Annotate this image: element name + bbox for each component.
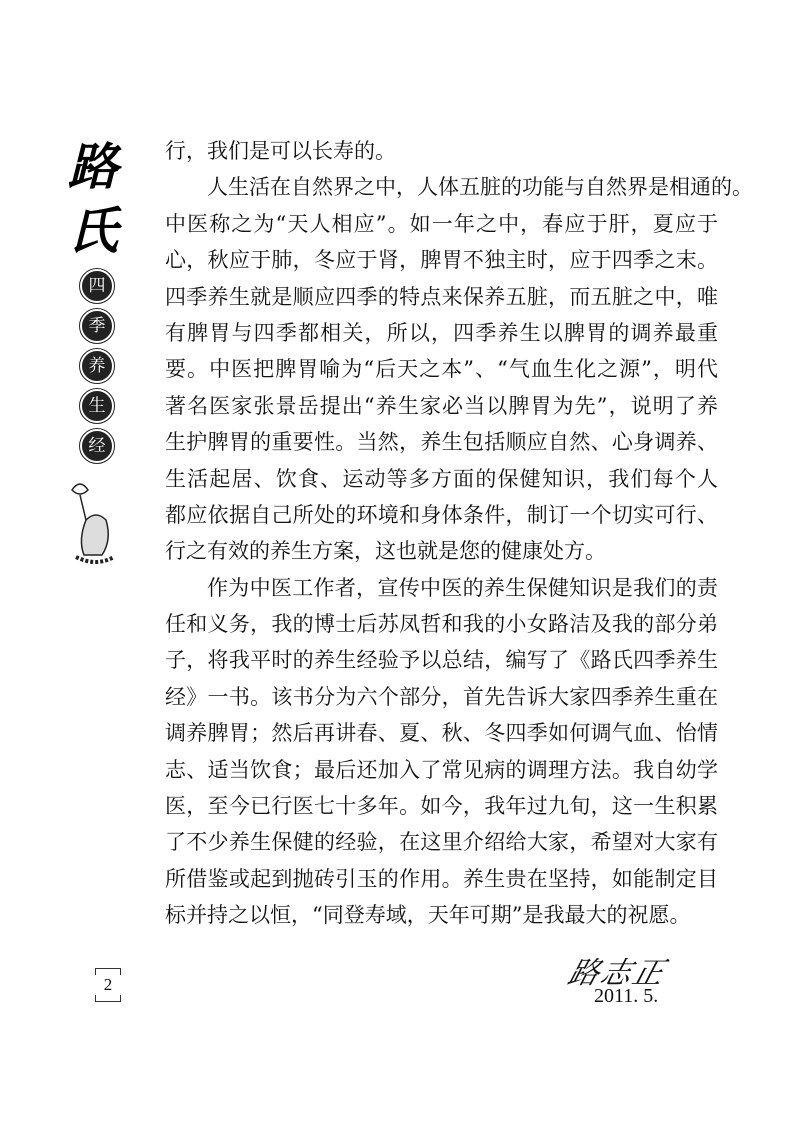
paragraph-line: 生护脾胃的重要性。当然，养生包括顺应自然、心身调养、 xyxy=(165,430,718,455)
ornament-top xyxy=(95,968,121,975)
paragraph-line: 经》一书。该书分为六个部分，首先告诉大家四季养生重在 xyxy=(165,684,718,709)
paragraph-line: 作为中医工作者，宣传中医的养生保健知识是我们的责 xyxy=(207,575,718,600)
paragraph-line: 四季养生就是顺应四季的特点来保养五脏，而五脏之中，唯 xyxy=(165,284,718,309)
signature: 路志正 xyxy=(564,956,670,991)
paragraph-line: 生活起居、饮食、运动等多方面的保健知识，我们每个人 xyxy=(165,466,718,491)
ornament-bottom xyxy=(95,995,121,1002)
paragraph-line: 标并持之以恒，“同登寿域，天年可期”是我最大的祝愿。 xyxy=(165,903,691,928)
logo-circle-char: 生 xyxy=(80,389,114,423)
paragraph-line: 志、适当饮食；最后还加入了常见病的调理方法。我自幼学 xyxy=(165,757,718,782)
paragraph-line: 所借鉴或起到抛砖引玉的作用。养生贵在坚持，如能制定目 xyxy=(165,866,718,891)
logo-circle-char: 经 xyxy=(80,429,114,463)
paragraph-line: 了不少养生保健的经验，在这里介绍给大家，希望对大家有 xyxy=(165,830,718,855)
paragraph-line: 行，我们是可以长寿的。 xyxy=(165,139,396,163)
paragraph-line: 都应依据自己所处的环境和身体条件，制订一个切实可行、 xyxy=(165,502,718,527)
paragraph-line: 心，秋应于肺，冬应于肾，脾胃不独主时，应于四季之末。 xyxy=(165,248,718,273)
paragraph-line: 著名医家张景岳提出“养生家必当以脾胃为先”，说明了养 xyxy=(165,393,718,418)
logo-circles xyxy=(62,269,132,463)
document-body xyxy=(165,133,753,934)
paragraph-line: 行之有效的养生方案，这也就是您的健康处方。 xyxy=(165,539,606,564)
paragraph-line: 子，将我平时的养生经验予以总结，编写了《路氏四季养生 xyxy=(165,648,718,673)
paragraph-line: 医，至今已行医七十多年。如今，我年过九旬，这一生积累 xyxy=(165,794,718,819)
logo-calligraphy: 路 氏 xyxy=(68,137,118,260)
signature-date: 2011. 5. xyxy=(594,985,659,1007)
logo-circle-char: 四 xyxy=(80,269,114,303)
logo-circle-char: 养 xyxy=(80,349,114,383)
logo-circle-char: 季 xyxy=(80,309,114,343)
paragraph-line: 有脾胃与四季都相关，所以，四季养生以脾胃的调养最重 xyxy=(165,320,718,345)
paragraph-line: 任和义务，我的博士后苏凤哲和我的小女路洁及我的部分弟 xyxy=(165,612,718,637)
lotus-hand-icon xyxy=(62,475,122,575)
paragraph-line: 人生活在自然界之中，人体五脏的功能与自然界是相通的。 xyxy=(207,175,753,200)
page-number xyxy=(93,968,123,1002)
book-logo xyxy=(62,135,132,579)
page-number-text: 2 xyxy=(103,975,113,994)
paragraph-line: 要。中医把脾胃喻为“后天之本”、“气血生化之源”，明代 xyxy=(165,357,718,382)
paragraph-line: 中医称之为“天人相应”。如一年之中，春应于肝，夏应于 xyxy=(165,211,718,236)
paragraph-line: 调养脾胃；然后再讲春、夏、秋、冬四季如何调气血、怡情 xyxy=(165,721,718,746)
